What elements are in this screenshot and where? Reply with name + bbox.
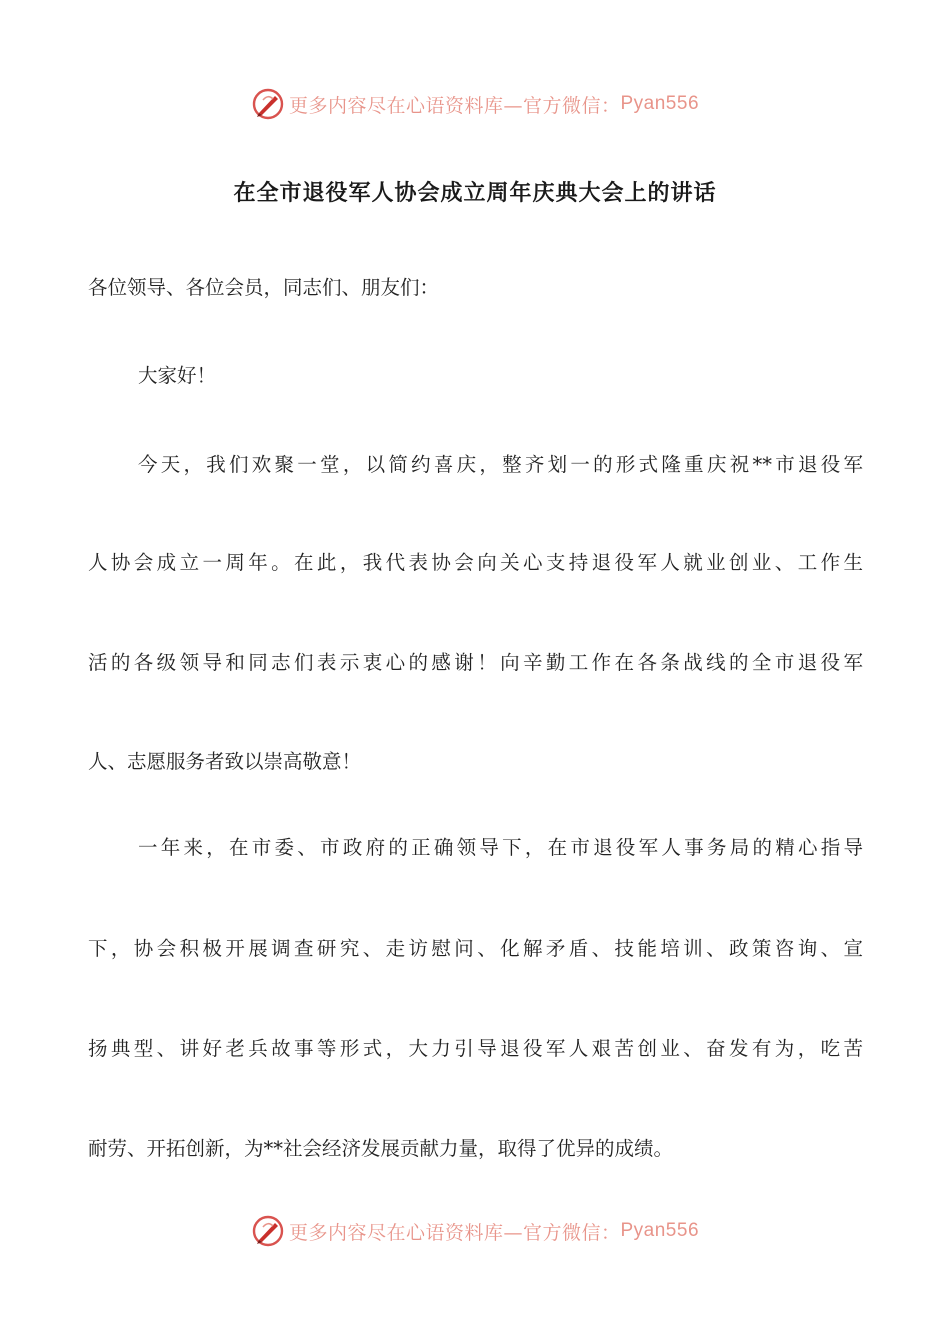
footer-watermark [0, 1211, 950, 1251]
paragraph-line: 下，协会积极开展调查研究、走访慰问、化解矛盾、技能培训、政策咨询、宣 [88, 937, 863, 960]
header-watermark [0, 84, 950, 124]
paragraph-line: 人、志愿服务者致以崇高敬意！ [88, 750, 362, 773]
paragraph-line: 耐劳、开拓创新，为**社会经济发展贡献力量，取得了优异的成绩。 [88, 1137, 674, 1160]
watermark-text: 更多内容尽在心语资料库—官方微信： [288, 1221, 621, 1244]
greeting: 大家好！ [138, 364, 217, 387]
paragraph-line: 人协会成立一周年。在此，我代表协会向关心支持退役军人就业创业、工作生 [88, 551, 863, 574]
watermark-wechat-id: Pyan556 [620, 1220, 700, 1241]
paragraph-line: 活的各级领导和同志们表示衷心的感谢！向辛勤工作在各条战线的全市退役军 [88, 651, 863, 674]
salutation: 各位领导、各位会员，同志们、朋友们： [88, 276, 440, 299]
watermark-wechat-id: Pyan556 [620, 93, 700, 114]
page-title: 在全市退役军人协会成立周年庆典大会上的讲话 [233, 180, 717, 206]
watermark-text: 更多内容尽在心语资料库—官方微信： [288, 94, 621, 117]
pen-logo-icon [251, 1214, 285, 1248]
paragraph-line: 今天，我们欢聚一堂，以简约喜庆，整齐划一的形式隆重庆祝**市退役军 [138, 453, 863, 476]
paragraph-line: 一年来，在市委、市政府的正确领导下，在市退役军人事务局的精心指导 [138, 836, 863, 859]
pen-logo-icon [251, 87, 285, 121]
paragraph-line: 扬典型、讲好老兵故事等形式，大力引导退役军人艰苦创业、奋发有为，吃苦 [88, 1037, 863, 1060]
